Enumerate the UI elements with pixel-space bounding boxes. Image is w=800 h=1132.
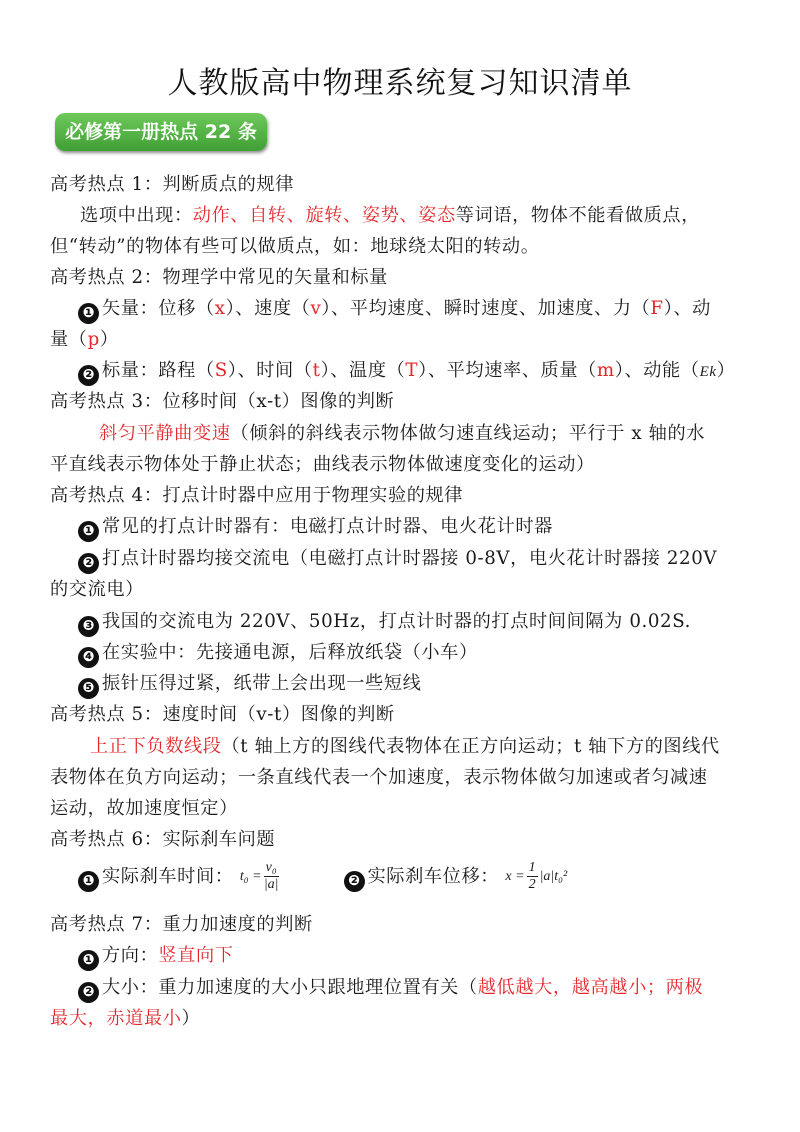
marker-2: ❷ [344,871,365,892]
gravity-magnitude-cont: 最大，赤道最小） [50,1008,201,1029]
braking-time-formula: t₀ = $\frac{\text{v₀}}{|a|}$ [239,860,279,893]
hotspot-3-line-2: 平直线表示物体处于静止状态；曲线表示物体做速度变化的运动） [50,454,595,475]
mnemonic-highlight: 上正下负数线段 [90,736,222,757]
hotspot-4-item-4: ❹ 在实验中：先接通电源，后释放纸袋（小车） [78,638,783,668]
hotspot-2-heading: 高考热点 2：物理学中常见的矢量和标量 [50,267,388,288]
marker-1: ❶ [78,521,99,542]
marker-5: ❺ [78,678,99,699]
hotspot-3-heading: 高考热点 3：位移时间（x-t）图像的判断 [50,391,395,412]
hotspot-4-heading: 高考热点 4：打点计时器中应用于物理实验的规律 [50,485,464,506]
section-badge: 必修第一册热点 22 条 [55,113,267,151]
hotspot-5-line-1: 上正下负数线段（t 轴上方的图线代表物体在正方向运动；t 轴下方的图线代 [90,736,720,757]
gravity-direction: ❶ 方向：竖直向下 [78,941,783,971]
hotspot-5-line-3: 运动，故加速度恒定） [50,798,238,819]
hotspot-4-item-5: ❺ 振针压得过紧，纸带上会出现一些短线 [78,669,783,699]
marker-1: ❶ [78,871,99,892]
marker-2: ❷ [78,365,99,386]
gravity-magnitude: ❷ 大小：重力加速度的大小只跟地理位置有关（越低越大，越高越小；两极 [78,973,783,1003]
hotspot-5-heading: 高考热点 5：速度时间（v-t）图像的判断 [50,704,395,725]
keywords-highlight: 动作、自转、旋转、姿势、姿态 [192,205,456,226]
hotspot-4-item-3: ❸ 我国的交流电为 220V、50Hz，打点计时器的打点时间间隔为 0.02S. [78,607,783,637]
mnemonic-highlight: 斜匀平静曲变速 [99,423,231,444]
hotspot-1-line-1: 选项中出现：动作、自转、旋转、姿势、姿态等词语，物体不能看做质点， [80,205,701,226]
marker-1: ❶ [78,303,99,324]
vector-line-cont: 量（p） [50,329,119,350]
marker-2: ❷ [78,553,99,574]
scalar-line: ❷ 标量：路程（S）、时间（t）、温度（T）、平均速率、质量（m）、动能（Ek） [78,356,783,387]
hotspot-1-heading: 高考热点 1：判断质点的规律 [50,174,295,195]
braking-displacement-formula: x = $\frac{1}{2}$ |a|t₀² [505,860,568,893]
braking-formulas: ❶ 实际刹车时间： t₀ = $\frac{\text{v₀}}{|a|}$ ❷ 实际刹车位移： x = $\frac{1}{2}$ |a|t₀² [78,857,783,901]
marker-3: ❸ [78,616,99,637]
hotspot-5-line-2: 表物体在负方向运动；一条直线代表一个加速度，表示物体做匀加速或者匀减速 [50,767,708,788]
hotspot-4-item-2-cont: 的交流电） [50,579,144,600]
hotspot-1-line-2: 但“转动”的物体有些可以做质点，如：地球绕太阳的转动。 [50,236,540,257]
marker-1: ❶ [78,950,99,971]
page-title: 人教版高中物理系统复习知识清单 [167,66,633,101]
vector-line: ❶ 矢量：位移（x）、速度（v）、平均速度、瞬时速度、加速度、力（F）、动 [78,294,783,324]
marker-4: ❹ [78,647,99,668]
hotspot-6-heading: 高考热点 6：实际刹车问题 [50,829,276,850]
hotspot-4-item-2: ❷ 打点计时器均接交流电（电磁打点计时器接 0-8V，电火花计时器接 220V [78,544,783,574]
marker-2: ❷ [78,982,99,1003]
hotspot-7-heading: 高考热点 7：重力加速度的判断 [50,914,313,935]
hotspot-4-item-1: ❶ 常见的打点计时器有：电磁打点计时器、电火花计时器 [78,512,783,542]
hotspot-3-line-1: 斜匀平静曲变速（倾斜的斜线表示物体做匀速直线运动；平行于 x 轴的水 [99,423,706,444]
